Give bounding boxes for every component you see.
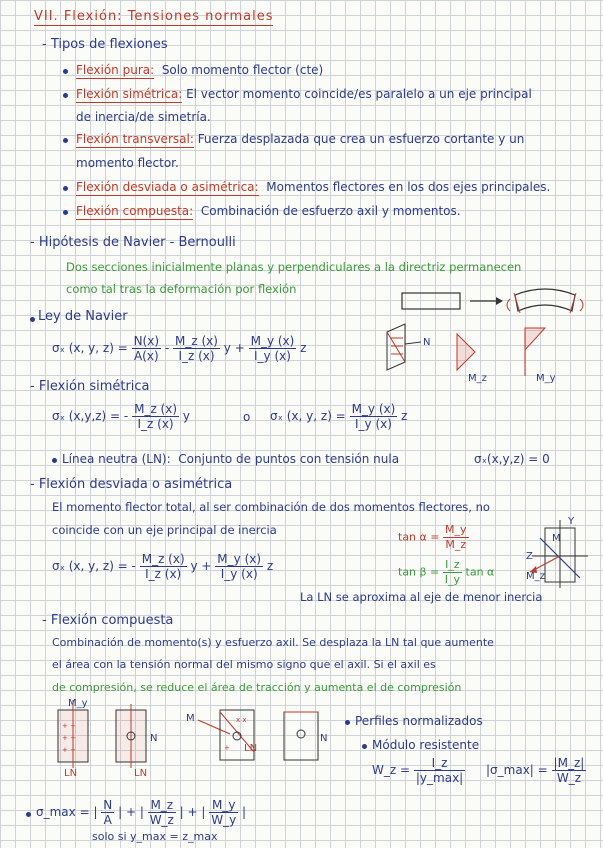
page-title: VII. Flexión: Tensiones normales: [34, 9, 274, 24]
compound-m-label: M: [186, 713, 195, 724]
compound-ln-label-2: LN: [134, 768, 148, 779]
compound-ln-label-3: LN: [244, 743, 258, 754]
axis-y-label: Y: [568, 516, 575, 527]
trans-line: Flexión transversal: Fuerza desplazada que crea un esfuerzo cortante y un: [76, 132, 525, 146]
symmetric-heading: - Flexión simétrica: [30, 379, 150, 394]
navier-heading: Ley de Navier: [38, 309, 128, 324]
svg-text:+ +: + +: [62, 746, 76, 754]
compound-heading: - Flexión compuesta: [42, 613, 174, 628]
deviated-m-label: M: [552, 533, 561, 544]
beam-deformation-diagram: [400, 285, 600, 325]
compound-my-label: M_y: [68, 698, 88, 709]
svg-text:+ +: + +: [62, 722, 76, 730]
compound-line2: el área con la tensión normal del mismo signo que el axil. Si el axil es: [52, 658, 436, 671]
sim-line2: de inercia/de simetría.: [76, 110, 211, 124]
bullet: [345, 720, 350, 725]
bullet: [362, 744, 367, 749]
navier-n-label: N: [423, 337, 431, 348]
symmetric-eq1: σₓ (x,y,z) = - $\frac{M\_z (x)}{I\_z (x)}$ y: [52, 402, 190, 431]
svg-text:+: +: [224, 744, 230, 752]
compound-n2-label: N: [320, 733, 328, 744]
compound-n-label: N: [150, 733, 158, 744]
neutral-line-def: Línea neutra (LN): Conjunto de puntos con tensión nula: [62, 452, 400, 466]
navier-my-label: M_y: [536, 373, 556, 384]
desv-line: Flexión desviada o asimétrica: Momentos flectores en los dos ejes principales.: [76, 180, 551, 194]
bullet: [30, 317, 35, 322]
modulus-heading: Módulo resistente: [372, 738, 480, 752]
axis-z-label: Z: [526, 551, 533, 562]
compound-section-diagrams: [48, 698, 338, 770]
bullet: [52, 458, 57, 463]
final-condition: solo si y_max = z_max: [92, 830, 218, 843]
deviated-line2: coincide con un eje principal de inercia: [52, 523, 277, 537]
deviated-equation: σₓ (x, y, z) = - $\frac{M\_z (x)}{I\_z (x)}$ y + $\frac{M\_y (x)}{I\_y (x)}$ z: [52, 552, 274, 581]
deviated-note: La LN se aproxima al eje de menor inercia: [300, 590, 543, 604]
deviated-heading: - Flexión desviada o asimétrica: [30, 477, 233, 492]
bullet: [63, 138, 68, 143]
profiles-heading: Perfiles normalizados: [355, 714, 483, 728]
neutral-line-eq: σₓ(x,y,z) = 0: [474, 452, 550, 466]
bullet: [63, 186, 68, 191]
sigma-max-equation: |σ_max| = $\frac{|M\_z|}{W\_z}$: [486, 756, 585, 785]
compound-line3: de compresión, se reduce el área de tracción y aumenta el de compresión: [52, 681, 462, 694]
svg-text:+ +: + +: [62, 734, 76, 742]
nb-line1: Dos secciones inicialmente planas y perpendiculares a la directriz permanecen: [66, 260, 522, 274]
comp-line: Flexión compuesta: Combinación de esfuerzo axil y momentos.: [76, 204, 461, 218]
tan-alpha: tan α = $\frac{M\_y}{M\_z}$: [398, 523, 467, 551]
deviated-mz-label: M_z: [526, 571, 545, 582]
pura-line: Flexión pura: Solo momento flector (cte): [76, 63, 324, 77]
final-equation: σ_max = | $\frac{N}{A}$ | + | $\frac{M\_z}{W\_z}$ | + | $\frac{M\_y}{W\_y}$ |: [36, 798, 247, 827]
navier-mz-label: M_z: [468, 373, 487, 384]
navier-equation: σₓ (x, y, z) = $\frac{N(x)}{A(x)}$ - $\frac{M\_z (x)}{I\_z (x)}$ y + $\frac{M\_y (x)}{I\_y (x)}$ z: [52, 334, 307, 363]
nb-line2: como tal tras la deformación por flexión: [66, 282, 297, 296]
bullet: [26, 812, 31, 817]
bullet: [63, 69, 68, 74]
symmetric-eq2: σₓ (x, y, z) = $\frac{M\_y (x)}{I\_y (x)}$ z: [270, 402, 408, 431]
compound-ln-label-1: LN: [64, 768, 78, 779]
bullet: [63, 210, 68, 215]
sim-line: Flexión simétrica: El vector momento coincide/es paralelo a un eje principal: [76, 87, 532, 101]
bullet: [63, 93, 68, 98]
svg-text:x x: x x: [236, 716, 247, 724]
compound-line1: Combinación de momento(s) y esfuerzo axil. Se desplaza la LN tal que aumente: [52, 636, 494, 649]
tan-beta: tan β = $\frac{I\_z}{I\_y}$ tan α: [398, 558, 495, 586]
modulus-equation: W_z = $\frac{I\_z}{|y\_\max|}$: [372, 756, 464, 785]
symmetric-or: o: [243, 410, 251, 424]
deviated-line1: El momento flector total, al ser combinación de dos momentos flectores, no: [52, 500, 490, 514]
types-heading: - Tipos de flexiones: [42, 37, 168, 52]
navier-bernoulli-heading: - Hipótesis de Navier - Bernoulli: [30, 235, 236, 250]
trans-line2: momento flector.: [76, 156, 179, 170]
